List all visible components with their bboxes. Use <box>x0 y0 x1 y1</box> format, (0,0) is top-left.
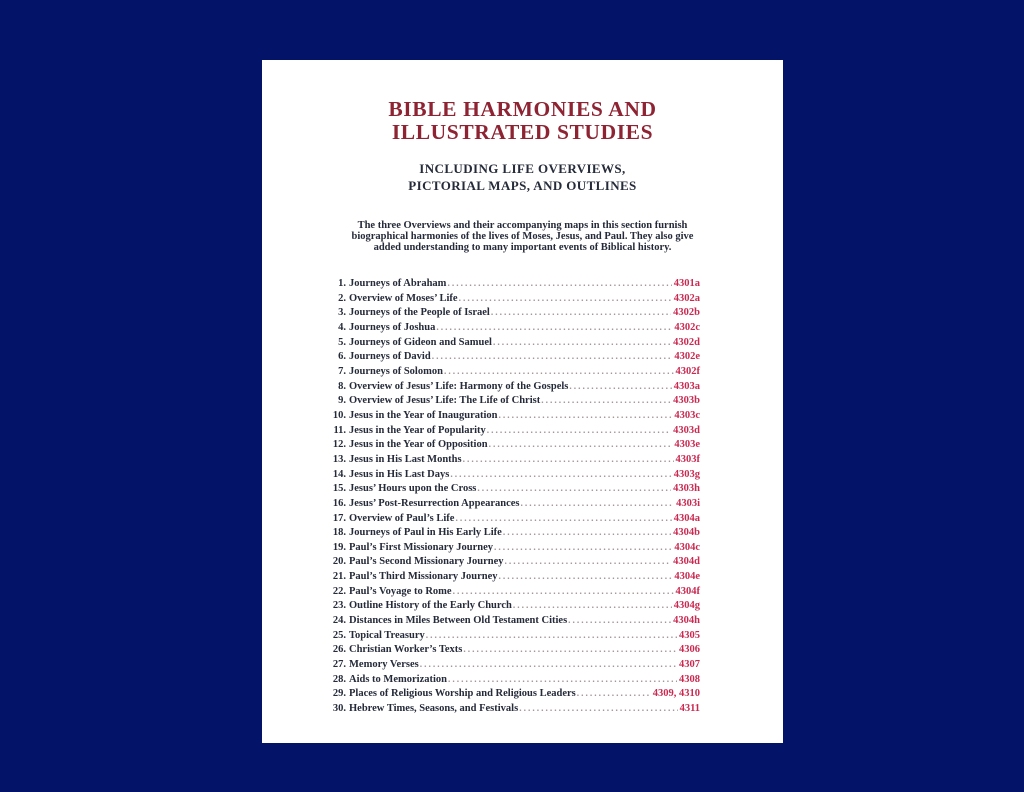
toc-item-page: 4304d <box>673 556 700 568</box>
toc-dot-leader <box>453 587 674 597</box>
toc-item-page: 4303i <box>676 497 700 509</box>
toc-item-page: 4304g <box>673 600 700 612</box>
toc-item-page: 4303g <box>673 468 700 480</box>
toc-item-page: 4301a <box>673 278 700 289</box>
toc-item-title: Overview of Moses’ Life <box>349 292 458 304</box>
toc-dot-leader <box>426 631 677 641</box>
toc-row <box>330 439 700 454</box>
toc-item-page: 4304a <box>673 512 700 524</box>
toc-dot-leader <box>487 426 671 436</box>
toc-row <box>330 278 700 293</box>
toc-item-title: Jesus in His Last Months <box>349 453 462 465</box>
toc-row <box>330 571 700 586</box>
toc-item-page: 4302b <box>673 307 700 319</box>
toc-item-title: Jesus in the Year of Inauguration <box>349 409 498 421</box>
toc-item-page: 4304e <box>674 571 700 583</box>
toc-item-number: 13. <box>332 453 346 465</box>
toc-item-title: Paul’s First Missionary Journey <box>349 541 493 553</box>
toc-dot-leader <box>420 660 677 670</box>
toc-item-page: 4303f <box>675 453 700 465</box>
page-title-line-2: ILLUSTRATED STUDIES <box>391 120 654 144</box>
toc-item-title: Overview of Jesus’ Life: The Life of Christ <box>349 395 541 407</box>
toc-dot-leader <box>463 645 677 655</box>
toc-dot-leader <box>569 382 671 392</box>
toc-row <box>330 337 700 352</box>
toc-dot-leader <box>503 528 671 538</box>
toc-item-number: 20. <box>332 556 346 568</box>
toc-item-title: Journeys of Joshua <box>349 321 436 333</box>
toc-item-title: Journeys of Solomon <box>349 365 443 377</box>
toc-dot-leader <box>448 675 677 685</box>
toc-row <box>330 351 700 366</box>
toc-list <box>330 278 700 718</box>
toc-row <box>330 381 700 396</box>
toc-item-number: 27. <box>332 659 346 671</box>
toc-dot-leader <box>498 572 672 582</box>
toc-item-title: Outline History of the Early Church <box>349 600 512 612</box>
toc-dot-leader <box>493 338 671 348</box>
toc-item-number: 24. <box>332 615 346 627</box>
toc-item-title: Overview of Paul’s Life <box>349 512 455 524</box>
toc-item-title: Distances in Miles Between Old Testament Cities <box>349 615 568 627</box>
toc-row <box>330 659 700 674</box>
toc-dot-leader <box>513 601 672 611</box>
toc-row <box>330 498 700 513</box>
toc-item-page: 4303a <box>673 380 700 392</box>
toc-dot-leader <box>436 323 672 333</box>
toc-item-page: 4302f <box>675 365 700 377</box>
toc-dot-leader <box>444 367 674 377</box>
toc-row <box>330 366 700 381</box>
toc-dot-leader <box>491 308 671 318</box>
toc-row <box>330 630 700 645</box>
toc-dot-leader <box>577 689 651 699</box>
toc-item-title: Overview of Jesus’ Life: Harmony of the Gospels <box>349 380 569 392</box>
toc-item-page: 4303c <box>674 409 700 421</box>
toc-item-number: 16. <box>332 497 346 509</box>
toc-item-number: 5. <box>338 336 346 348</box>
toc-row <box>330 600 700 615</box>
toc-item-number: 1. <box>338 278 346 289</box>
toc-item-title: Paul’s Voyage to Rome <box>349 585 452 597</box>
toc-row <box>330 703 700 718</box>
toc-dot-leader <box>450 470 671 480</box>
toc-item-page: 4302c <box>674 321 700 333</box>
toc-item-title: Christian Worker’s Texts <box>349 644 463 656</box>
toc-item-page: 4304b <box>673 527 700 539</box>
page-subtitle-line-2: PICTORIAL MAPS, AND OUTLINES <box>408 178 637 193</box>
toc-dot-leader <box>541 396 671 406</box>
toc-item-number: 19. <box>332 541 346 553</box>
toc-item-page: 4304h <box>673 615 700 627</box>
toc-item-number: 2. <box>338 292 346 304</box>
toc-item-title: Jesus’ Hours upon the Cross <box>349 483 477 495</box>
toc-item-page: 4302a <box>673 292 700 304</box>
toc-dot-leader <box>521 499 675 509</box>
toc-item-number: 9. <box>338 395 346 407</box>
toc-row <box>330 644 700 659</box>
toc-item-title: Journeys of Paul in His Early Life <box>349 527 502 539</box>
toc-item-page: 4311 <box>679 703 700 715</box>
toc-row <box>330 527 700 542</box>
toc-row <box>330 615 700 630</box>
page-title-line-1: BIBLE HARMONIES AND <box>388 97 657 121</box>
toc-item-title: Journeys of David <box>349 351 431 363</box>
toc-item-title: Journeys of Gideon and Samuel <box>349 336 492 348</box>
toc-item-number: 29. <box>332 688 346 700</box>
toc-row <box>330 425 700 440</box>
toc-item-page: 4304c <box>674 541 700 553</box>
toc-item-title: Paul’s Second Missionary Journey <box>349 556 504 568</box>
toc-item-number: 8. <box>338 380 346 392</box>
toc-item-page: 4308 <box>679 673 700 685</box>
toc-item-number: 14. <box>332 468 346 480</box>
intro-line-1: The three Overviews and their accompanying maps in this section furnish <box>357 220 688 231</box>
toc-item-title: Topical Treasury <box>349 629 425 641</box>
toc-row <box>330 469 700 484</box>
intro-paragraph <box>333 220 713 253</box>
toc-item-number: 26. <box>332 644 346 656</box>
page-subtitle-line-1: INCLUDING LIFE OVERVIEWS, <box>419 161 626 176</box>
toc-row <box>330 556 700 571</box>
page-title <box>262 98 783 144</box>
toc-item-title: Memory Verses <box>349 659 419 671</box>
toc-item-number: 3. <box>338 307 346 319</box>
toc-item-number: 10. <box>332 409 346 421</box>
toc-item-title: Paul’s Third Missionary Journey <box>349 571 498 583</box>
toc-item-number: 17. <box>332 512 346 524</box>
toc-item-number: 22. <box>332 585 346 597</box>
toc-item-title: Hebrew Times, Seasons, and Festivals <box>349 703 519 715</box>
toc-item-title: Aids to Memorization <box>349 673 447 685</box>
toc-item-title: Jesus in the Year of Popularity <box>349 424 486 436</box>
toc-item-page: 4302e <box>674 351 700 363</box>
toc-item-title: Jesus in the Year of Opposition <box>349 439 488 451</box>
toc-item-number: 30. <box>332 703 346 715</box>
toc-item-page: 4303b <box>673 395 700 407</box>
toc-row <box>330 483 700 498</box>
toc-row <box>330 322 700 337</box>
toc-item-number: 12. <box>332 439 346 451</box>
toc-item-number: 28. <box>332 673 346 685</box>
toc-item-number: 4. <box>338 321 346 333</box>
toc-row <box>330 542 700 557</box>
toc-item-title: Journeys of the People of Israel <box>349 307 490 319</box>
toc-item-page: 4302d <box>673 336 700 348</box>
toc-dot-leader <box>498 411 672 421</box>
toc-item-number: 21. <box>332 571 346 583</box>
toc-row <box>330 307 700 322</box>
toc-item-number: 23. <box>332 600 346 612</box>
toc-item-number: 11. <box>333 424 346 436</box>
toc-item-title: Places of Religious Worship and Religious Leaders <box>349 688 576 700</box>
toc-dot-leader <box>447 279 671 289</box>
toc-row <box>330 688 700 703</box>
intro-line-3: added understanding to many important events of Biblical history. <box>373 242 672 253</box>
toc-row <box>330 410 700 425</box>
toc-item-number: 25. <box>332 629 346 641</box>
toc-item-number: 6. <box>338 351 346 363</box>
toc-dot-leader <box>505 557 672 567</box>
toc-item-page: 4309, 4310 <box>652 688 700 700</box>
toc-row <box>330 293 700 308</box>
page-subtitle <box>262 160 783 194</box>
toc-dot-leader <box>568 616 671 626</box>
toc-dot-leader <box>519 704 677 714</box>
toc-row <box>330 513 700 528</box>
toc-item-title: Jesus’ Post-Resurrection Appearances <box>349 497 520 509</box>
toc-row <box>330 395 700 410</box>
toc-item-page: 4306 <box>679 644 700 656</box>
toc-item-page: 4303d <box>673 424 700 436</box>
toc-item-page: 4303h <box>673 483 700 495</box>
book-page <box>262 60 783 743</box>
toc-item-page: 4304f <box>675 585 700 597</box>
intro-line-2: biographical harmonies of the lives of Moses, Jesus, and Paul. They also give <box>351 231 694 242</box>
toc-item-page: 4305 <box>679 629 700 641</box>
toc-item-page: 4307 <box>679 659 700 671</box>
toc-dot-leader <box>477 484 671 494</box>
toc-item-title: Jesus in His Last Days <box>349 468 450 480</box>
toc-item-title: Journeys of Abraham <box>349 278 447 289</box>
toc-row <box>330 674 700 689</box>
toc-dot-leader <box>432 352 673 362</box>
toc-item-number: 7. <box>338 365 346 377</box>
toc-row <box>330 454 700 469</box>
toc-dot-leader <box>455 514 671 524</box>
toc-item-number: 15. <box>332 483 346 495</box>
toc-row <box>330 586 700 601</box>
toc-dot-leader <box>459 294 672 304</box>
toc-item-page: 4303e <box>674 439 700 451</box>
toc-item-number: 18. <box>332 527 346 539</box>
toc-dot-leader <box>494 543 672 553</box>
toc-dot-leader <box>463 455 674 465</box>
toc-dot-leader <box>489 440 673 450</box>
